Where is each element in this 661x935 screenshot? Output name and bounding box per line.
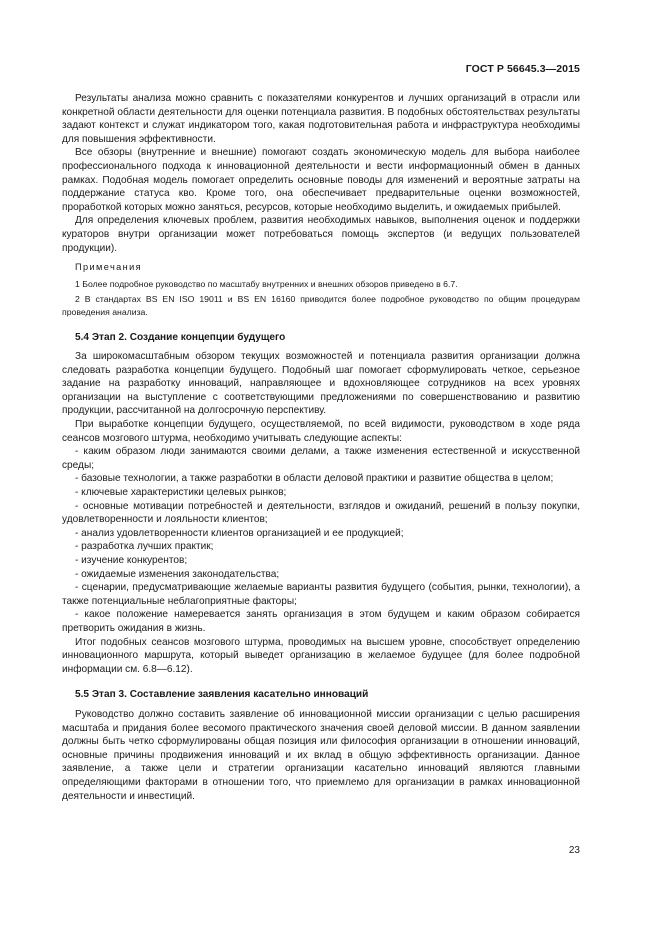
section-heading-5-4: 5.4 Этап 2. Создание концепции будущего (75, 331, 286, 343)
paragraph: Для определения ключевых проблем, развития необходимых навыков, выполнения оценок и поддержки кураторов внутри организации может потребоваться помощь экспертов (и ведущих пользователей продукции). (62, 215, 580, 254)
list-item: - основные мотивации потребностей и деятельности, взглядов и ожиданий, решений в пользу покупки, удовлетворенности и лояльности клиентов; (62, 500, 580, 526)
note-item: 2 В стандартах BS EN ISO 19011 и BS EN 16160 приводится более подробное руководство по общим процедурам проведения анализа. (62, 294, 580, 317)
list-item: - ключевые характеристики целевых рынков; (75, 487, 287, 499)
paragraph: Результаты анализа можно сравнить с показателями конкурентов и лучших организаций в отрасли или конкретной области деятельности для оценки потенциала развития. В подобных обстоятельствах результаты задают контекст и служат индикатором того, какая подготовительная работа и инфраструктура необходимы для повышения эффективности. (62, 93, 580, 145)
notes-title: Примечания (75, 262, 143, 273)
page-body (62, 92, 580, 803)
paragraph: Итог подобных сеансов мозгового штурма, проводимых на высшем уровне, способствует определению инновационного маршрута, который выведет организацию в желаемое будущее (для более подробной информации см. 6.8—6.12). (62, 636, 580, 675)
paragraph: За широкомасштабным обзором текущих возможностей и потенциала развития организации должна следовать разработка концепции будущего. Подобный шаг помогает сформулировать четкое, серьезное задание на разработку инноваций, направляющее и вдохновляющее сотрудников на всех уровнях организации на выступление с соответствующими предложениями по совершенствованию и развитию продукции, рассчитанной на долгосрочную перспективу. (62, 351, 580, 417)
list-item: - сценарии, предусматривающие желаемые варианты развития будущего (события, рынки, технологии), а также потенциальные неблагоприятные факторы; (62, 582, 580, 607)
document-code-header: ГОСТ Р 56645.3—2015 (465, 63, 580, 75)
paragraph: Руководство должно составить заявление об инновационной миссии организации с целью расширения масштаба и придания более весомого практического значения своей деловой миссии. В данном заявлении должны быть четко сформулированы общая позиция или философия организации в отношении инноваций, основные причины продвижения инноваций и их вклад в общую эффективность организации. Данное заявление, а также цели и стратегии организации касательно инноваций являются главными определяющими факторами в отношении того, что приемлемо для организации в рамках инновационной деятельности и инвестиций. (62, 708, 580, 802)
note-item: 1 Более подробное руководство по масштабу внутренних и внешних обзоров приведено в 6.7. (75, 278, 458, 289)
section-heading-5-5: 5.5 Этап 3. Составление заявления касательно инноваций (75, 689, 369, 701)
list-item: - ожидаемые изменения законодательства; (75, 568, 280, 580)
paragraph: Все обзоры (внутренние и внешние) помогают создать экономическую модель для выбора наиболее профессионального подхода к инновационной деятельности и вести информационный обмен в данных рамках. Подобная модель помогает определить основные поводы для изменений и вероятные затраты на поддержание статуса кво. Кроме того, она обеспечивает предварительные оценки возможностей, проработкой которых можно заняться, ресурсов, которые необходимо выделить, и ожидаемых прибылей. (62, 147, 580, 213)
list-item: - изучение конкурентов; (75, 555, 188, 566)
list-item: - разработка лучших практик; (75, 541, 214, 553)
list-item: - базовые технологии, а также разработки в области деловой практики и развитие общества в целом; (75, 473, 554, 485)
list-item: - каким образом люди занимаются своими делами, а также изменения естественной и искусственной среды; (62, 446, 580, 471)
aspects-list (62, 445, 580, 635)
list-item: - анализ удовлетворенности клиентов организацией и ее продукцией; (75, 527, 404, 539)
list-item: - какое положение намеревается занять организация в этом будущем и каким образом собирается претворить ожидания в жизнь. (62, 609, 580, 634)
page-number: 23 (568, 845, 580, 856)
paragraph: При выработке концепции будущего, осуществляемой, по всей видимости, руководством в ходе ряда сеансов мозгового штурма, необходимо учитывать следующие аспекты: (62, 419, 580, 444)
